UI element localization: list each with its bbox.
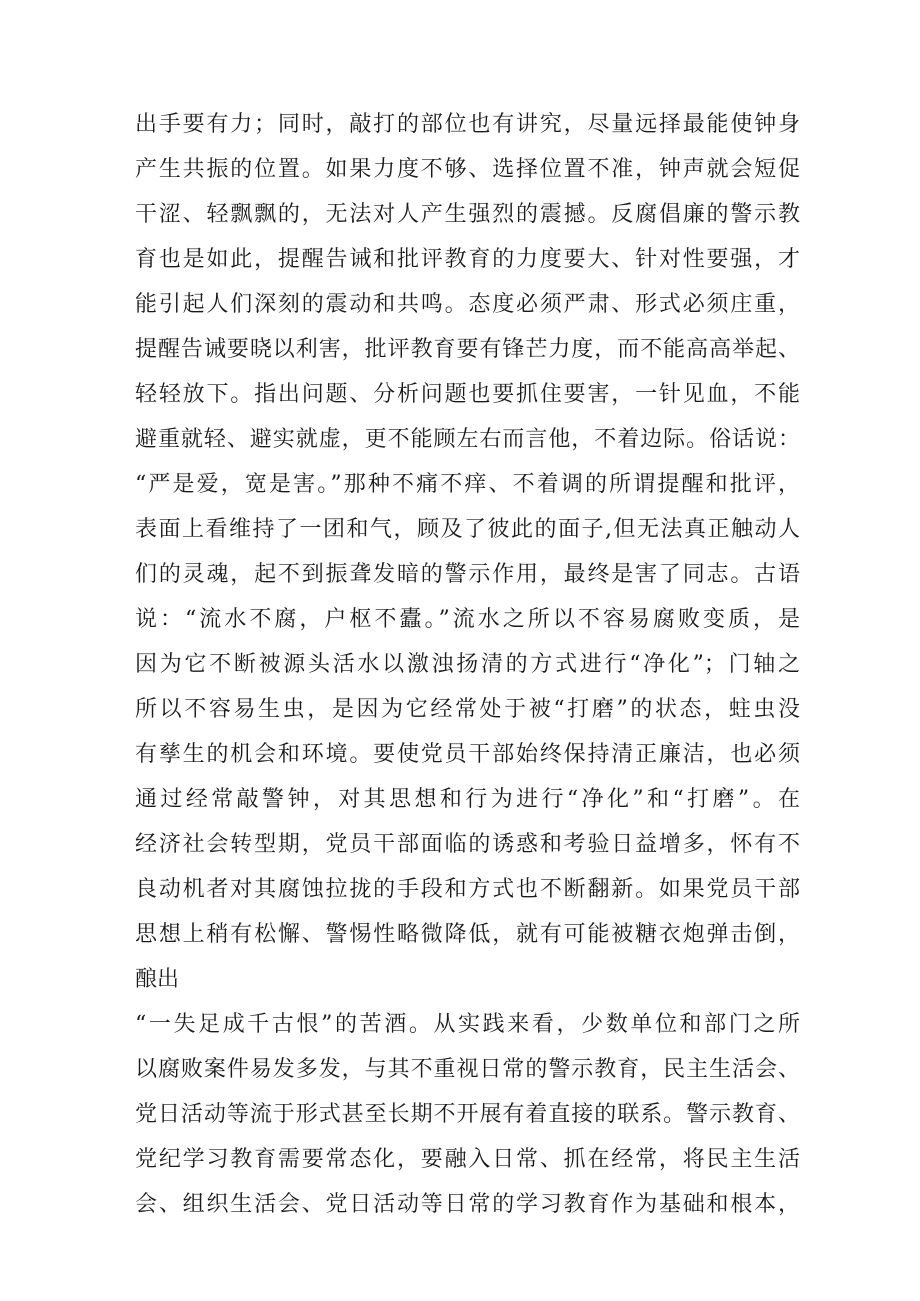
- text-line: 党日活动等流于形式甚至长期不开展有着直接的联系。警示教育、: [135, 1102, 800, 1127]
- body-text: [135, 102, 800, 1227]
- text-line: 提醒告诫要晓以利害，批评教育要有锋芒力度，而不能高高举起、: [135, 337, 800, 362]
- text-line: 所以不容易生虫，是因为它经常处于被“打磨”的状态，蛀虫没: [135, 697, 800, 722]
- text-line: 出手要有力；同时，敲打的部位也有讲究，尽量远择最能使钟身: [135, 112, 800, 137]
- text-line: 酿出: [135, 967, 180, 992]
- text-line: 说：“流水不腐，户枢不蠹。”流水之所以不容易腐败变质，是: [135, 607, 800, 632]
- text-line: 表面上看维持了一团和气，顾及了彼此的面子,但无法真正触动人: [135, 517, 800, 542]
- text-line: 产生共振的位置。如果力度不够、选择位置不准，钟声就会短促: [135, 157, 800, 182]
- text-line: 以腐败案件易发多发，与其不重视日常的警示教育，民主生活会、: [135, 1057, 800, 1082]
- text-line: 良动机者对其腐蚀拉拢的手段和方式也不断翻新。如果党员干部: [135, 877, 800, 902]
- text-line: 通过经常敲警钟，对其思想和行为进行“净化”和“打磨”。在: [135, 787, 800, 812]
- text-line: 有孳生的机会和环境。要使党员干部始终保持清正廉洁，也必须: [135, 742, 800, 767]
- text-line: 党纪学习教育需要常态化，要融入日常、抓在经常，将民主生活: [135, 1147, 800, 1172]
- text-line: 避重就轻、避实就虚，更不能顾左右而言他，不着边际。俗话说：: [135, 427, 800, 452]
- text-line: 经济社会转型期，党员干部面临的诱惑和考验日益增多，怀有不: [135, 832, 800, 857]
- text-line: 干涩、轻飘飘的，无法对人产生强烈的震撼。反腐倡廉的警示教: [135, 202, 800, 227]
- text-line: 育也是如此，提醒告诫和批评教育的力度要大、针对性要强，才: [135, 247, 800, 272]
- text-line: 思想上稍有松懈、警惕性略微降低，就有可能被糖衣炮弹击倒，: [135, 922, 800, 947]
- text-line: 会、组织生活会、党日活动等日常的学习教育作为基础和根本，: [135, 1192, 800, 1217]
- text-line: 们的灵魂，起不到振聋发暗的警示作用，最终是害了同志。古语: [135, 562, 800, 587]
- text-line: 轻轻放下。指出问题、分析问题也要抓住要害，一针见血，不能: [135, 382, 800, 407]
- text-line: “严是爱，宽是害。”那种不痛不痒、不着调的所谓提醒和批评，: [135, 472, 800, 497]
- text-line: 因为它不断被源头活水以激浊扬清的方式进行“净化”；门轴之: [135, 652, 800, 677]
- text-line: 能引起人们深刻的震动和共鸣。态度必须严肃、形式必须庄重，: [135, 292, 800, 317]
- text-line: “一失足成千古恨”的苦酒。从实践来看，少数单位和部门之所: [135, 1012, 800, 1037]
